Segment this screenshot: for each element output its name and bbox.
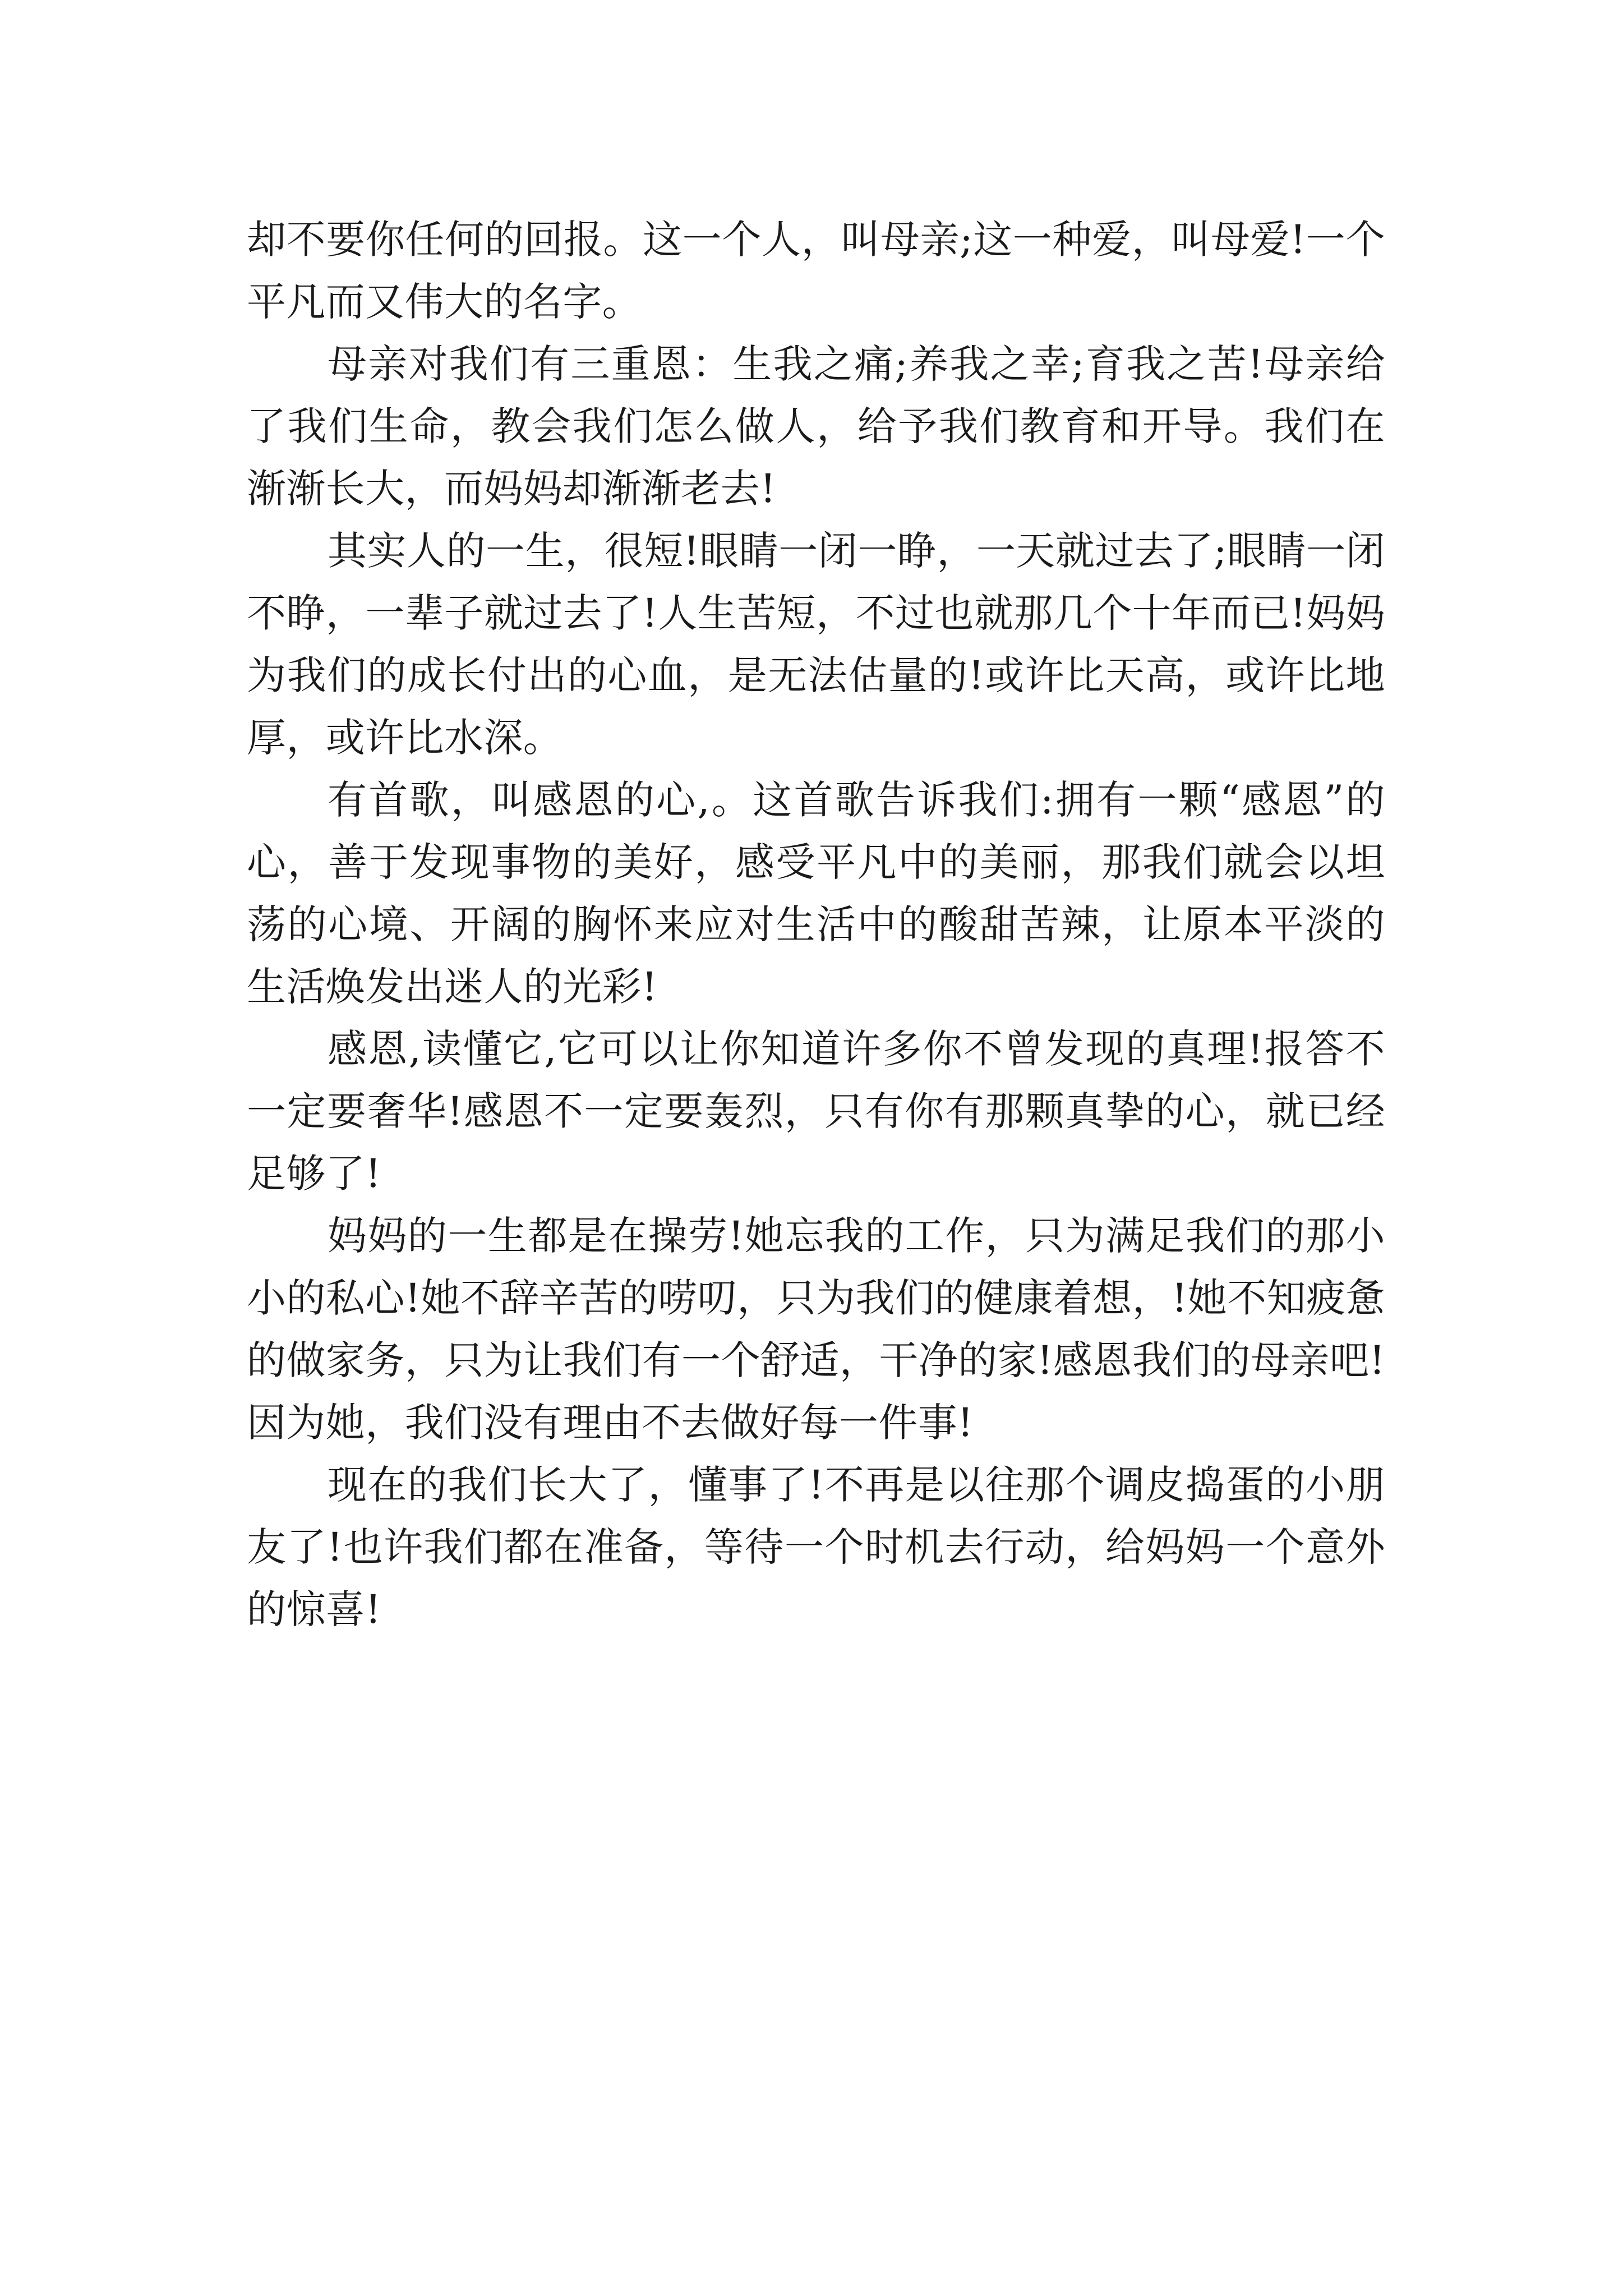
body-text: [247, 209, 1385, 1641]
paragraph-5: 感恩,读懂它,它可以让你知道许多你不曾发现的真理!报答不一定要奢华!感恩不一定要轰烈，只有你有那颗真挚的心，就已经足够了!: [247, 1026, 1385, 1197]
paragraph-4: 有首歌，叫感恩的心,。这首歌告诉我们:拥有一颗“感恩”的心，善于发现事物的美好，感受平凡中的美丽，那我们就会以坦荡的心境、开阔的胸怀来应对生活中的酸甜苦辣，让原本平淡的生活焕发出迷人的光彩!: [247, 777, 1385, 1010]
paragraph-2: 母亲对我们有三重恩：生我之痛;养我之幸;育我之苦!母亲给了我们生命，教会我们怎么做人，给予我们教育和开导。我们在渐渐长大，而妈妈却渐渐老去!: [247, 341, 1385, 512]
paragraph-1: 却不要你任何的回报。这一个人，叫母亲;这一种爱，叫母爱!一个平凡而又伟大的名字。: [247, 217, 1385, 325]
paragraph-6: 妈妈的一生都是在操劳!她忘我的工作，只为满足我们的那小小的私心!她不辞辛苦的唠叨，只为我们的健康着想，!她不知疲惫的做家务，只为让我们有一个舒适，干净的家!感恩我们的母亲吧!因为她，我们没有理由不去做好每一件事!: [247, 1213, 1385, 1446]
paragraph-7: 现在的我们长大了，懂事了!不再是以往那个调皮捣蛋的小朋友了!也许我们都在准备，等待一个时机去行动，给妈妈一个意外的惊喜!: [247, 1462, 1385, 1632]
paragraph-3: 其实人的一生，很短!眼睛一闭一睁，一天就过去了;眼睛一闭不睁，一辈子就过去了!人生苦短，不过也就那几个十年而已!妈妈为我们的成长付出的心血，是无法估量的!或许比天高，或许比地厚，或许比水深。: [247, 528, 1385, 761]
